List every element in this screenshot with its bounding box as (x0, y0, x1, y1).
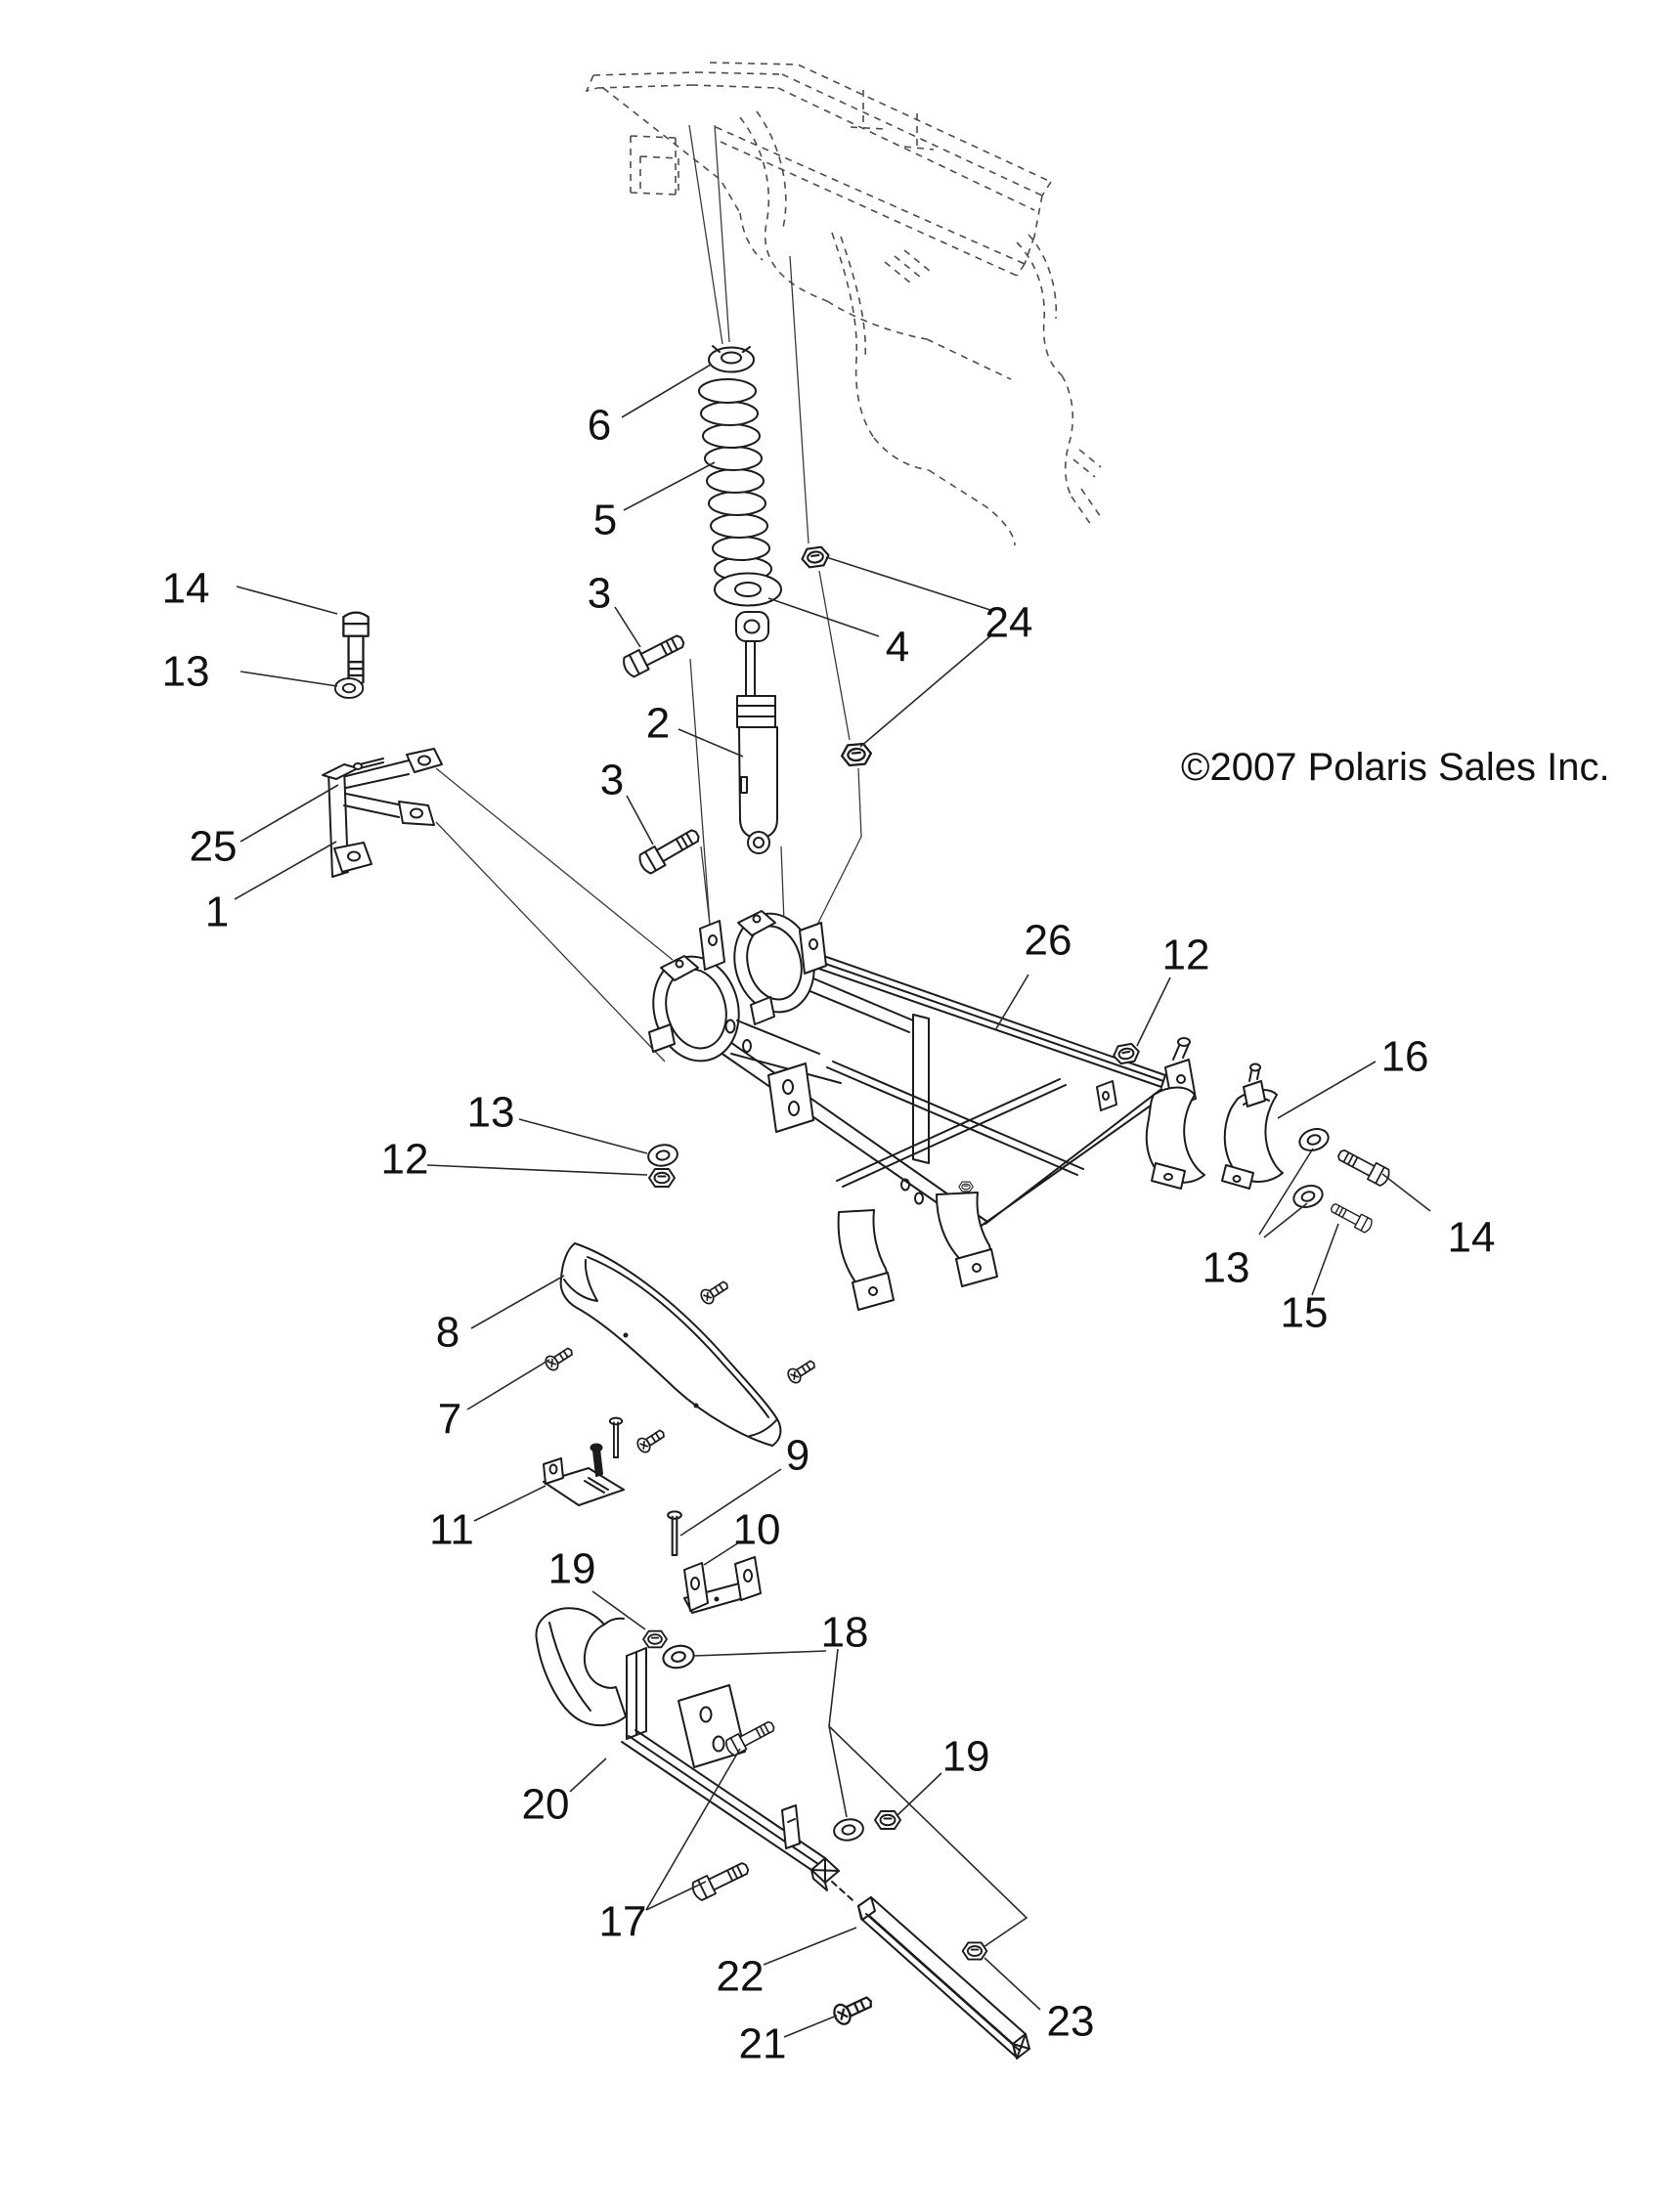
nut-24b (841, 743, 872, 765)
callout-13: 13 (161, 647, 210, 696)
leader-line-14 (237, 586, 337, 614)
chain-guard-8 (561, 1243, 781, 1446)
washer-13d (1290, 1182, 1325, 1210)
callout-3: 3 (587, 569, 612, 618)
leader-line-16 (1278, 1062, 1376, 1118)
leader-line-15 (1312, 1224, 1338, 1295)
washer-18a (661, 1643, 695, 1670)
callout-12: 12 (1161, 931, 1210, 979)
callout-22: 22 (716, 1952, 765, 2001)
torsion-bar-bracket-1 (323, 749, 442, 877)
leader-line-5 (624, 462, 715, 510)
leader-line-24 (860, 635, 991, 747)
callout-6: 6 (587, 401, 612, 450)
leader-line-22 (764, 1928, 856, 1965)
callout-26: 26 (1024, 916, 1072, 965)
washer-13c (1296, 1125, 1331, 1153)
vehicle-frame-reference (587, 63, 1103, 545)
leader-line-8 (471, 1276, 564, 1328)
callout-14: 14 (1447, 1213, 1496, 1262)
leader-line-25 (241, 785, 338, 842)
leader-line-12 (1137, 977, 1170, 1046)
bracket-11 (544, 1445, 624, 1506)
leader-line-19 (897, 1773, 941, 1816)
nut-19a (643, 1631, 667, 1648)
leader-line-20 (570, 1758, 606, 1792)
callout-25: 25 (189, 822, 238, 871)
bolt-15 (1329, 1200, 1374, 1234)
callout-19: 19 (941, 1732, 990, 1781)
callout-16: 16 (1380, 1032, 1429, 1081)
callout-12: 12 (380, 1135, 429, 1184)
leader-line-13 (519, 1119, 647, 1153)
callout-1: 1 (204, 888, 230, 936)
leader-line-14 (1382, 1174, 1430, 1211)
screw-7c (544, 1344, 576, 1372)
bolt-14a (343, 613, 368, 686)
washer-13b (646, 1143, 678, 1168)
callout-7: 7 (437, 1395, 462, 1444)
leader-line-3 (627, 796, 653, 845)
nut-12a (1113, 1043, 1141, 1064)
copyright-text: ©2007 Polaris Sales Inc. (1181, 746, 1610, 789)
callout-3: 3 (599, 756, 625, 804)
bracket-10 (684, 1557, 761, 1613)
pin-9a (610, 1418, 622, 1457)
nut-12b (649, 1169, 675, 1187)
spring-retainer-6 (709, 346, 754, 372)
leader-line-23 (984, 1958, 1040, 2010)
callout-14: 14 (161, 564, 210, 613)
leader-lines (235, 365, 1430, 2037)
assembly-alignment-lines (436, 125, 861, 1062)
bolt-3a (621, 630, 687, 678)
leader-line-11 (474, 1486, 546, 1521)
clamp-16 (1222, 1064, 1283, 1190)
callout-13: 13 (466, 1088, 515, 1137)
callout-17: 17 (598, 1897, 647, 1946)
leader-line-2 (678, 729, 743, 757)
swingarm-frame-26 (642, 905, 1204, 1310)
screw-7a (699, 1278, 731, 1306)
bolt-17b (690, 1858, 752, 1901)
nut-24a (801, 546, 830, 569)
pin-9b (668, 1511, 681, 1555)
slider-bar-22 (858, 1897, 1029, 2059)
leader-line-3 (615, 607, 640, 647)
callout-18: 18 (820, 1608, 869, 1657)
callout-13: 13 (1202, 1243, 1250, 1292)
leader-line-1 (235, 842, 336, 899)
callout-2: 2 (645, 699, 671, 748)
callout-21: 21 (738, 2019, 787, 2068)
leader-line-13 (241, 672, 337, 686)
shock-absorber-2 (736, 612, 777, 853)
callout-20: 20 (521, 1780, 570, 1829)
callout-5: 5 (592, 496, 618, 544)
nut-23 (963, 1942, 987, 1959)
callout-9: 9 (785, 1431, 810, 1480)
leader-line-13 (1264, 1203, 1307, 1237)
leader-line-24 (826, 557, 990, 610)
callout-8: 8 (435, 1308, 460, 1357)
washer-18b (832, 1817, 864, 1843)
callout-19: 19 (547, 1544, 596, 1593)
bolt-14b (1335, 1146, 1392, 1187)
leader-line-18 (693, 1651, 826, 1656)
callout-10: 10 (732, 1505, 781, 1554)
small-bolt-on-rail (959, 1182, 973, 1192)
screw-21 (831, 1992, 875, 2027)
leader-line-12 (427, 1165, 647, 1175)
screw-7b (786, 1357, 818, 1385)
callout-15: 15 (1280, 1288, 1329, 1337)
callout-23: 23 (1046, 1997, 1095, 2046)
screw-7d (635, 1426, 668, 1454)
spring-washer-4 (715, 574, 781, 606)
leader-line-21 (784, 2016, 837, 2037)
leader-line-6 (622, 365, 711, 417)
leader-line-18 (829, 1649, 847, 1817)
washer-13a (335, 678, 364, 698)
callout-11: 11 (429, 1505, 474, 1554)
nut-19b (875, 1811, 900, 1829)
callout-4: 4 (885, 623, 910, 672)
leader-line-7 (467, 1360, 549, 1410)
coil-spring-5 (699, 379, 771, 581)
leader-line-4 (768, 598, 879, 636)
callout-24: 24 (984, 598, 1033, 647)
